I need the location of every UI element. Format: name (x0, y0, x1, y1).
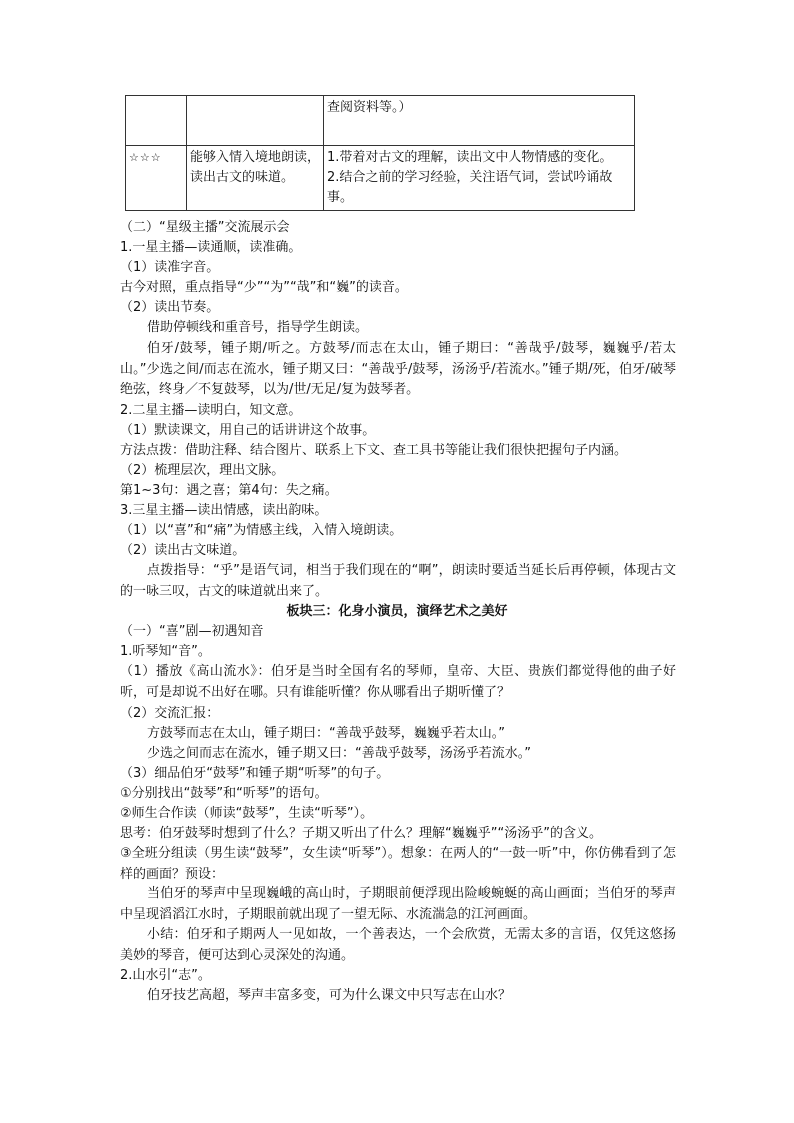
table-cell: 能够入情入境地朗读，读出古文的味道。 (187, 146, 324, 211)
paragraph: 伯牙/鼓琴，锺子期/听之。方鼓琴/而志在太山，锺子期曰：“善哉乎/鼓琴，巍巍乎/若太山。”少选之间/而志在流水，锺子期又曰：“善哉乎/鼓琴，汤汤乎/若流水。”锺子期/死，伯牙/破琴绝弦，终身／不复鼓琴，以为/世/无足/复为鼓琴者。 (120, 341, 676, 397)
text-line: （1）默读课文，用自己的话讲讲这个故事。 (120, 423, 376, 438)
text-line: 方鼓琴而志在太山，锺子期曰：“善哉乎鼓琴，巍巍乎若太山。” (147, 726, 505, 741)
text-line: （2）交流汇报： (120, 706, 220, 721)
text-line: 伯牙技艺高超，琴声丰富多变，可为什么课文中只写志在山水？ (147, 988, 512, 1003)
text-line: 借助停顿线和重音号，指导学生朗读。 (147, 320, 369, 335)
text-line: （3）细品伯牙“鼓琴”和锺子期“听琴”的句子。 (120, 766, 390, 781)
section-heading: 板块三：化身小演员，演绎艺术之美好 (286, 604, 508, 619)
section-title: （二）“星级主播”交流展示会 (120, 220, 290, 235)
subsection-title: 2.二星主播—读明白，知文意。 (120, 403, 302, 418)
table-cell (187, 96, 324, 146)
subsection-title: 3.三星主播—读出情感，读出韵味。 (120, 503, 328, 518)
section-title: （一）“喜”剧—初遇知音 (120, 624, 264, 639)
text-line: 方法点拨：借助注释、结合图片、联系上下文、查工具书等能让我们很快把握句子内涵。 (120, 443, 628, 458)
text-line: 古今对照，重点指导“少”“为”“哉”和“巍”的读音。 (120, 280, 408, 295)
text-line: 第1~3句：遇之喜；第4句：失之痛。 (120, 483, 338, 498)
subsection-title: 2.山水引“志”。 (120, 968, 211, 983)
text-line: ①分别找出“鼓琴”和“听琴”的语句。 (120, 786, 328, 801)
table-cell (324, 146, 635, 211)
paragraph: 小结：伯牙和子期两人一见如故，一个善表达，一个会欣赏，无需太多的言语，仅凭这悠扬美妙的琴音，便可达到心灵深处的沟通。 (120, 927, 676, 963)
text-line: （1）以“喜”和“痛”为情感主线，入情入境朗读。 (120, 523, 403, 538)
paragraph: ③全班分组读（男生读“鼓琴”，女生读“听琴”）。想象：在两人的“一鼓一听”中，你仿佛看到了怎样的画面？预设： (120, 846, 676, 882)
text-line: （2）读出节奏。 (120, 300, 220, 315)
table-row (126, 146, 635, 211)
text-line: （1）读准字音。 (120, 260, 220, 275)
table-row (126, 96, 635, 146)
paragraph: 点拨指导：“乎”是语气词，相当于我们现在的“啊”，朗读时要适当延长后再停顿，体现古文的一咏三叹，古文的味道就出来了。 (120, 563, 676, 599)
text-line: 少选之间而志在流水，锺子期又曰：“善哉乎鼓琴，汤汤乎若流水。” (147, 746, 531, 761)
subsection-title: 1.听琴知“音”。 (120, 644, 211, 659)
evaluation-table (125, 95, 635, 211)
paragraph: （1）播放《高山流水》：伯牙是当时全国有名的琴师，皇帝、大臣、贵族们都觉得他的曲子好听，可是却说不出好在哪。只有谁能听懂？你从哪看出子期听懂了？ (120, 664, 676, 700)
star-rating: ☆☆☆ (129, 151, 162, 164)
paragraph: 当伯牙的琴声中呈现巍峨的高山时，子期眼前便浮现出险峻蜿蜒的高山画面；当伯牙的琴声中呈现滔滔江水时，子期眼前就出现了一望无际、水流湍急的江河画面。 (120, 886, 676, 922)
criteria-item: 2.结合之前的学习经验，关注语气词，尝试吟诵故事。 (327, 170, 613, 205)
text-line: ②师生合作读（师读“鼓琴”，生读“听琴”）。 (120, 806, 374, 821)
text-line: （2）梳理层次，理出文脉。 (120, 463, 285, 478)
table-cell: 查阅资料等。） (324, 96, 635, 146)
text-line: （2）读出古文味道。 (120, 543, 246, 558)
table-cell (126, 96, 187, 146)
star-rating-cell (126, 146, 187, 211)
subsection-title: 1.一星主播—读通顺，读准确。 (120, 240, 302, 255)
text-line: 思考：伯牙鼓琴时想到了什么？子期又听出了什么？理解“巍巍乎”“汤汤乎”的含义。 (120, 826, 602, 841)
criteria-item: 1.带着对古文的理解，读出文中人物情感的变化。 (327, 150, 613, 165)
